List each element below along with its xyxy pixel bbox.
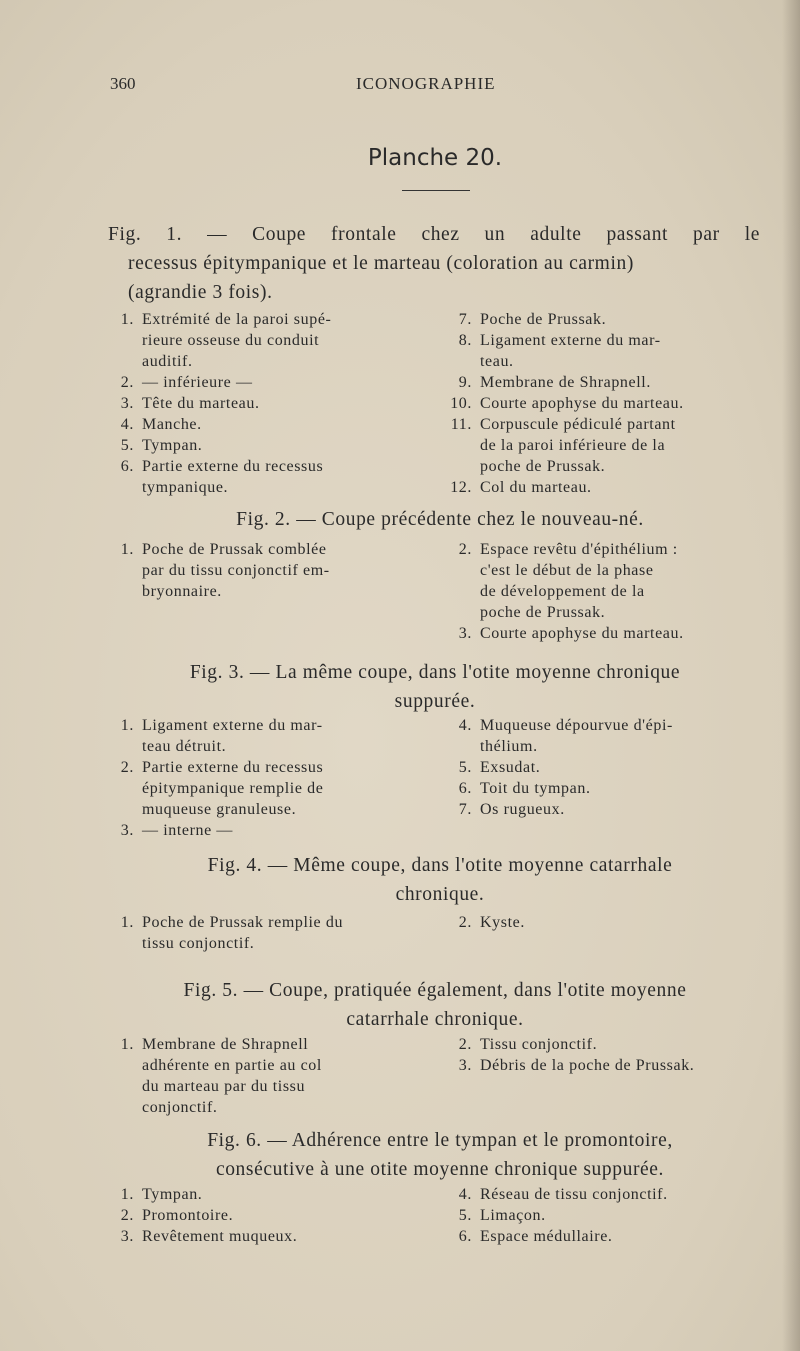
legend-line: Corpuscule pédiculé partant <box>480 416 676 433</box>
page-number: 360 <box>110 74 136 93</box>
legend-line: poche de Prussak. <box>480 458 606 475</box>
legend-line: Revêtement muqueux. <box>142 1228 298 1245</box>
fig1-caption-line: recessus épitympanique et le marteau (coloration au carmin) <box>128 253 634 274</box>
legend-number: 2. <box>120 759 134 776</box>
legend-line: Réseau de tissu conjonctif. <box>480 1186 668 1203</box>
legend-line: adhérente en partie au col <box>142 1057 322 1074</box>
legend-number: 1. <box>120 717 134 734</box>
legend-number: 4. <box>458 1186 472 1203</box>
legend-number: 7. <box>458 311 472 328</box>
fig2-caption <box>120 505 760 534</box>
legend-text <box>480 912 525 933</box>
legend-number: 11. <box>450 416 472 433</box>
legend-line: conjonctif. <box>142 1099 218 1116</box>
legend-text <box>142 456 323 498</box>
fig3-caption-line: suppurée. <box>394 691 476 712</box>
legend-text <box>480 1184 668 1205</box>
legend-number: 3. <box>120 395 134 412</box>
legend-line: Ligament externe du mar- <box>480 332 661 349</box>
legend-line: — inférieure — <box>142 374 253 391</box>
legend-line: tympanique. <box>142 479 229 496</box>
legend-line: Muqueuse dépourvue d'épi- <box>480 717 673 734</box>
legend-line: Partie externe du recessus <box>142 458 324 475</box>
legend-number: 9. <box>458 374 472 391</box>
legend-number: 6. <box>458 1228 472 1245</box>
legend-line: Tête du marteau. <box>142 395 260 412</box>
legend-text <box>142 1184 202 1205</box>
fig5-caption-line: Fig. 5. — Coupe, pratiquée également, dans l'otite moyenne <box>183 980 687 1001</box>
legend-text <box>142 539 330 602</box>
legend-number: 7. <box>458 801 472 818</box>
legend-line: Membrane de Shrapnell <box>142 1036 309 1053</box>
legend-line: muqueuse granuleuse. <box>142 801 297 818</box>
legend-text <box>142 372 253 393</box>
legend-text <box>480 757 540 778</box>
legend-text <box>142 715 323 757</box>
plate-title: Planche 20. <box>367 145 503 171</box>
legend-text <box>142 309 331 372</box>
legend-line: Poche de Prussak. <box>480 311 607 328</box>
legend-line: bryonnaire. <box>142 583 222 600</box>
legend-line: de développement de la <box>480 583 645 600</box>
title-rule <box>402 190 470 191</box>
legend-line: Limaçon. <box>480 1207 546 1224</box>
legend-number: 1. <box>120 914 134 931</box>
legend-text <box>142 1205 233 1226</box>
legend-text <box>480 623 684 644</box>
legend-line: du marteau par du tissu <box>142 1078 306 1095</box>
fig6-caption <box>110 1126 770 1184</box>
legend-line: Os rugueux. <box>480 801 565 818</box>
legend-text <box>142 414 202 435</box>
fig3-caption <box>110 658 760 716</box>
legend-line: teau. <box>480 353 514 370</box>
legend-number: 5. <box>458 1207 472 1224</box>
legend-text <box>480 393 684 414</box>
legend-line: teau détruit. <box>142 738 227 755</box>
page-spine-shadow <box>782 0 800 1351</box>
legend-text <box>480 1226 613 1247</box>
fig4-caption-line: Fig. 4. — Même coupe, dans l'otite moyenne catarrhale <box>207 855 673 876</box>
legend-text <box>480 1205 546 1226</box>
fig1-caption-line: Fig. 1. — Coupe frontale chez un adulte passant par le <box>108 224 760 245</box>
legend-number: 2. <box>120 374 134 391</box>
legend-line: Promontoire. <box>142 1207 234 1224</box>
legend-text <box>142 1226 297 1247</box>
legend-number: 3. <box>458 1057 472 1074</box>
legend-line: Poche de Prussak remplie du <box>142 914 344 931</box>
legend-text <box>480 414 676 477</box>
legend-text <box>142 435 202 456</box>
legend-line: Kyste. <box>480 914 525 931</box>
fig6-caption-line: Fig. 6. — Adhérence entre le tympan et le promontoire, <box>207 1130 673 1151</box>
legend-number: 2. <box>120 1207 134 1224</box>
legend-line: Courte apophyse du marteau. <box>480 395 684 412</box>
legend-line: épitympanique remplie de <box>142 780 324 797</box>
legend-line: Poche de Prussak comblée <box>142 541 327 558</box>
legend-line: tissu conjonctif. <box>142 935 255 952</box>
legend-line: — interne — <box>142 822 234 839</box>
legend-line: rieure osseuse du conduit <box>142 332 320 349</box>
legend-line: Courte apophyse du marteau. <box>480 625 684 642</box>
legend-line: thélium. <box>480 738 538 755</box>
legend-line: Ligament externe du mar- <box>142 717 323 734</box>
legend-line: Col du marteau. <box>480 479 592 496</box>
legend-line: par du tissu conjonctif em- <box>142 562 330 579</box>
legend-text <box>480 778 591 799</box>
legend-text <box>480 715 673 757</box>
legend-text <box>142 820 233 841</box>
page-header <box>0 74 800 98</box>
legend-number: 1. <box>120 311 134 328</box>
legend-number: 12. <box>450 479 472 496</box>
legend-number: 1. <box>120 1036 134 1053</box>
legend-line: Partie externe du recessus <box>142 759 324 776</box>
legend-line: poche de Prussak. <box>480 604 606 621</box>
legend-number: 3. <box>120 822 134 839</box>
legend-text <box>480 539 678 623</box>
legend-number: 4. <box>120 416 134 433</box>
fig3-caption-line: Fig. 3. — La même coupe, dans l'otite moyenne chronique <box>189 662 681 683</box>
legend-number: 2. <box>458 914 472 931</box>
legend-number: 4. <box>458 717 472 734</box>
legend-line: Tympan. <box>142 437 203 454</box>
legend-line: auditif. <box>142 353 193 370</box>
legend-line: c'est le début de la phase <box>480 562 654 579</box>
legend-text <box>480 799 565 820</box>
legend-text <box>480 1055 694 1076</box>
legend-line: Toit du tympan. <box>480 780 591 797</box>
legend-number: 2. <box>458 1036 472 1053</box>
legend-line: Exsudat. <box>480 759 541 776</box>
legend-line: Extrémité de la paroi supé- <box>142 311 332 328</box>
legend-line: Membrane de Shrapnell. <box>480 374 651 391</box>
legend-text <box>480 330 661 372</box>
legend-number: 1. <box>120 541 134 558</box>
legend-text <box>142 1034 322 1118</box>
running-title: ICONOGRAPHIE <box>356 74 496 93</box>
legend-number: 1. <box>120 1186 134 1203</box>
legend-text <box>480 477 592 498</box>
fig2-caption-line: Fig. 2. — Coupe précédente chez le nouveau-né. <box>236 509 644 530</box>
legend-number: 5. <box>120 437 134 454</box>
legend-text <box>142 757 323 820</box>
legend-line: Espace médullaire. <box>480 1228 613 1245</box>
legend-text <box>480 309 606 330</box>
legend-number: 5. <box>458 759 472 776</box>
legend-line: Tympan. <box>142 1186 203 1203</box>
legend-line: Manche. <box>142 416 202 433</box>
legend-text <box>480 1034 597 1055</box>
fig4-caption <box>120 851 760 909</box>
fig1-caption-line: (agrandie 3 fois). <box>128 282 273 303</box>
legend-line: Débris de la poche de Prussak. <box>480 1057 695 1074</box>
legend-number: 3. <box>458 625 472 642</box>
fig4-caption-line: chronique. <box>395 884 485 905</box>
legend-line: Espace revêtu d'épithélium : <box>480 541 678 558</box>
legend-number: 10. <box>450 395 472 412</box>
fig6-caption-line: consécutive à une otite moyenne chronique suppurée. <box>215 1159 665 1180</box>
legend-text <box>142 912 343 954</box>
legend-number: 2. <box>458 541 472 558</box>
legend-text <box>142 393 260 414</box>
fig5-caption <box>100 976 770 1034</box>
legend-number: 6. <box>458 780 472 797</box>
legend-text <box>480 372 651 393</box>
legend-line: Tissu conjonctif. <box>480 1036 598 1053</box>
legend-number: 6. <box>120 458 134 475</box>
legend-number: 3. <box>120 1228 134 1245</box>
fig1-caption <box>108 220 760 307</box>
legend-line: de la paroi inférieure de la <box>480 437 666 454</box>
legend-number: 8. <box>458 332 472 349</box>
fig5-caption-line: catarrhale chronique. <box>346 1009 524 1030</box>
